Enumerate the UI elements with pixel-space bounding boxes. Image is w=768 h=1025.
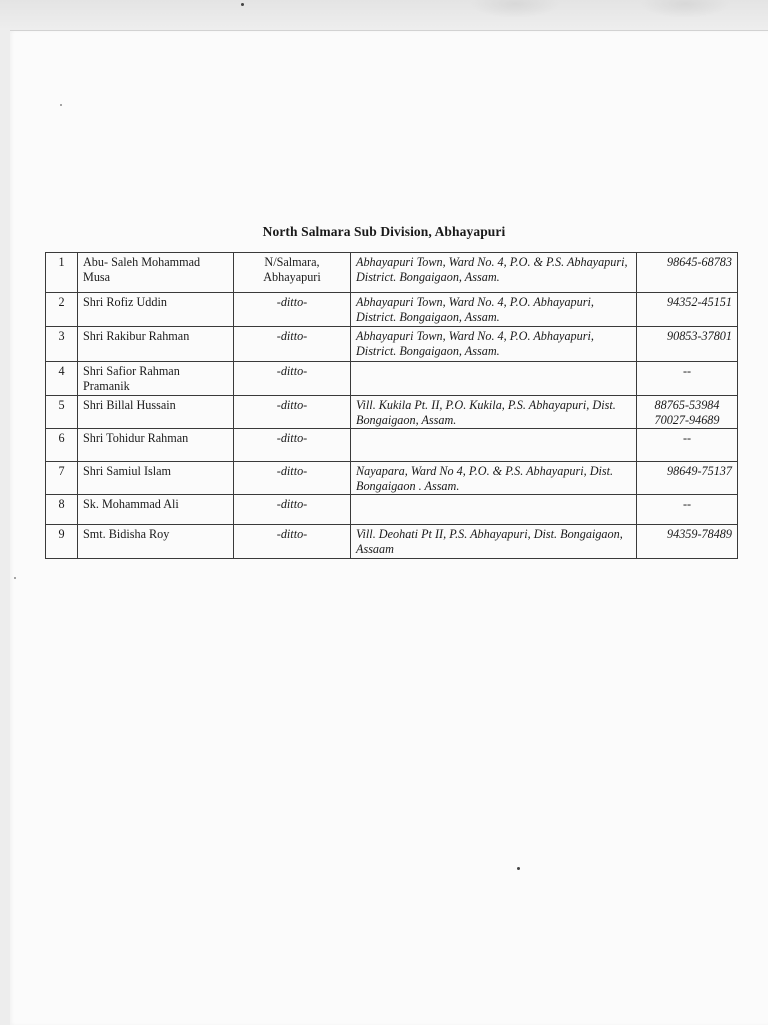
table-row [46, 293, 738, 327]
place: -ditto- [234, 495, 351, 525]
address [351, 495, 637, 525]
scan-speck [60, 104, 62, 106]
place: -ditto- [234, 327, 351, 362]
scanner-edge [0, 0, 768, 30]
serial-number: 5 [46, 396, 78, 429]
table-row [46, 525, 738, 559]
table-row [46, 327, 738, 362]
person-name: Shri Rofiz Uddin [78, 293, 234, 327]
serial-number: 6 [46, 429, 78, 462]
phone-number: -- [637, 362, 738, 396]
table-row [46, 462, 738, 495]
serial-number: 4 [46, 362, 78, 396]
phone-number: 98645-68783 [637, 253, 738, 293]
scan-shadow [640, 0, 730, 18]
phone-numbers [637, 396, 738, 429]
serial-number: 7 [46, 462, 78, 495]
phone-number: 94359-78489 [637, 525, 738, 559]
scan-speck [517, 867, 520, 870]
person-name: Shri Safior Rahman Pramanik [78, 362, 234, 396]
person-name: Smt. Bidisha Roy [78, 525, 234, 559]
person-name: Sk. Mohammad Ali [78, 495, 234, 525]
address: Nayapara, Ward No 4, P.O. & P.S. Abhayapuri, Dist. Bongaigaon . Assam. [351, 462, 637, 495]
address: Vill. Deohati Pt II, P.S. Abhayapuri, Dist. Bongaigaon, Assaam [351, 525, 637, 559]
person-name: Shri Billal Hussain [78, 396, 234, 429]
address [351, 429, 637, 462]
person-name: Shri Samiul Islam [78, 462, 234, 495]
table-row [46, 429, 738, 462]
person-name: Shri Rakibur Rahman [78, 327, 234, 362]
document-title: North Salmara Sub Division, Abhayapuri [262, 224, 506, 239]
serial-number: 2 [46, 293, 78, 327]
table-row [46, 396, 738, 429]
phone-number: 94352-45151 [637, 293, 738, 327]
place: N/Salmara, Abhayapuri [234, 253, 351, 293]
place: -ditto- [234, 525, 351, 559]
phone-number: 88765-53984 [654, 398, 720, 412]
phone-number: 90853-37801 [637, 327, 738, 362]
phone-number: 98649-75137 [637, 462, 738, 495]
place: -ditto- [234, 429, 351, 462]
place: -ditto- [234, 396, 351, 429]
address: Abhayapuri Town, Ward No. 4, P.O. Abhayapuri, District. Bongaigaon, Assam. [351, 327, 637, 362]
place: -ditto- [234, 293, 351, 327]
table-row [46, 362, 738, 396]
table-row [46, 253, 738, 293]
scan-shadow [470, 0, 560, 18]
table-row [46, 495, 738, 525]
place: -ditto- [234, 362, 351, 396]
serial-number: 1 [46, 253, 78, 293]
address: Abhayapuri Town, Ward No. 4, P.O. & P.S. Abhayapuri, District. Bongaigaon, Assam. [351, 253, 637, 293]
phone-number: -- [637, 495, 738, 525]
roster-table [45, 252, 738, 559]
serial-number: 3 [46, 327, 78, 362]
person-name: Shri Tohidur Rahman [78, 429, 234, 462]
scan-speck [14, 577, 16, 579]
address: Vill. Kukila Pt. II, P.O. Kukila, P.S. Abhayapuri, Dist. Bongaigaon, Assam. [351, 396, 637, 429]
serial-number: 8 [46, 495, 78, 525]
phone-number: -- [637, 429, 738, 462]
phone-number-alt: 70027-94689 [654, 413, 720, 427]
scan-speck [241, 3, 244, 6]
address [351, 362, 637, 396]
place: -ditto- [234, 462, 351, 495]
address: Abhayapuri Town, Ward No. 4, P.O. Abhayapuri, District. Bongaigaon, Assam. [351, 293, 637, 327]
person-name: Abu- Saleh Mohammad Musa [78, 253, 234, 293]
serial-number: 9 [46, 525, 78, 559]
